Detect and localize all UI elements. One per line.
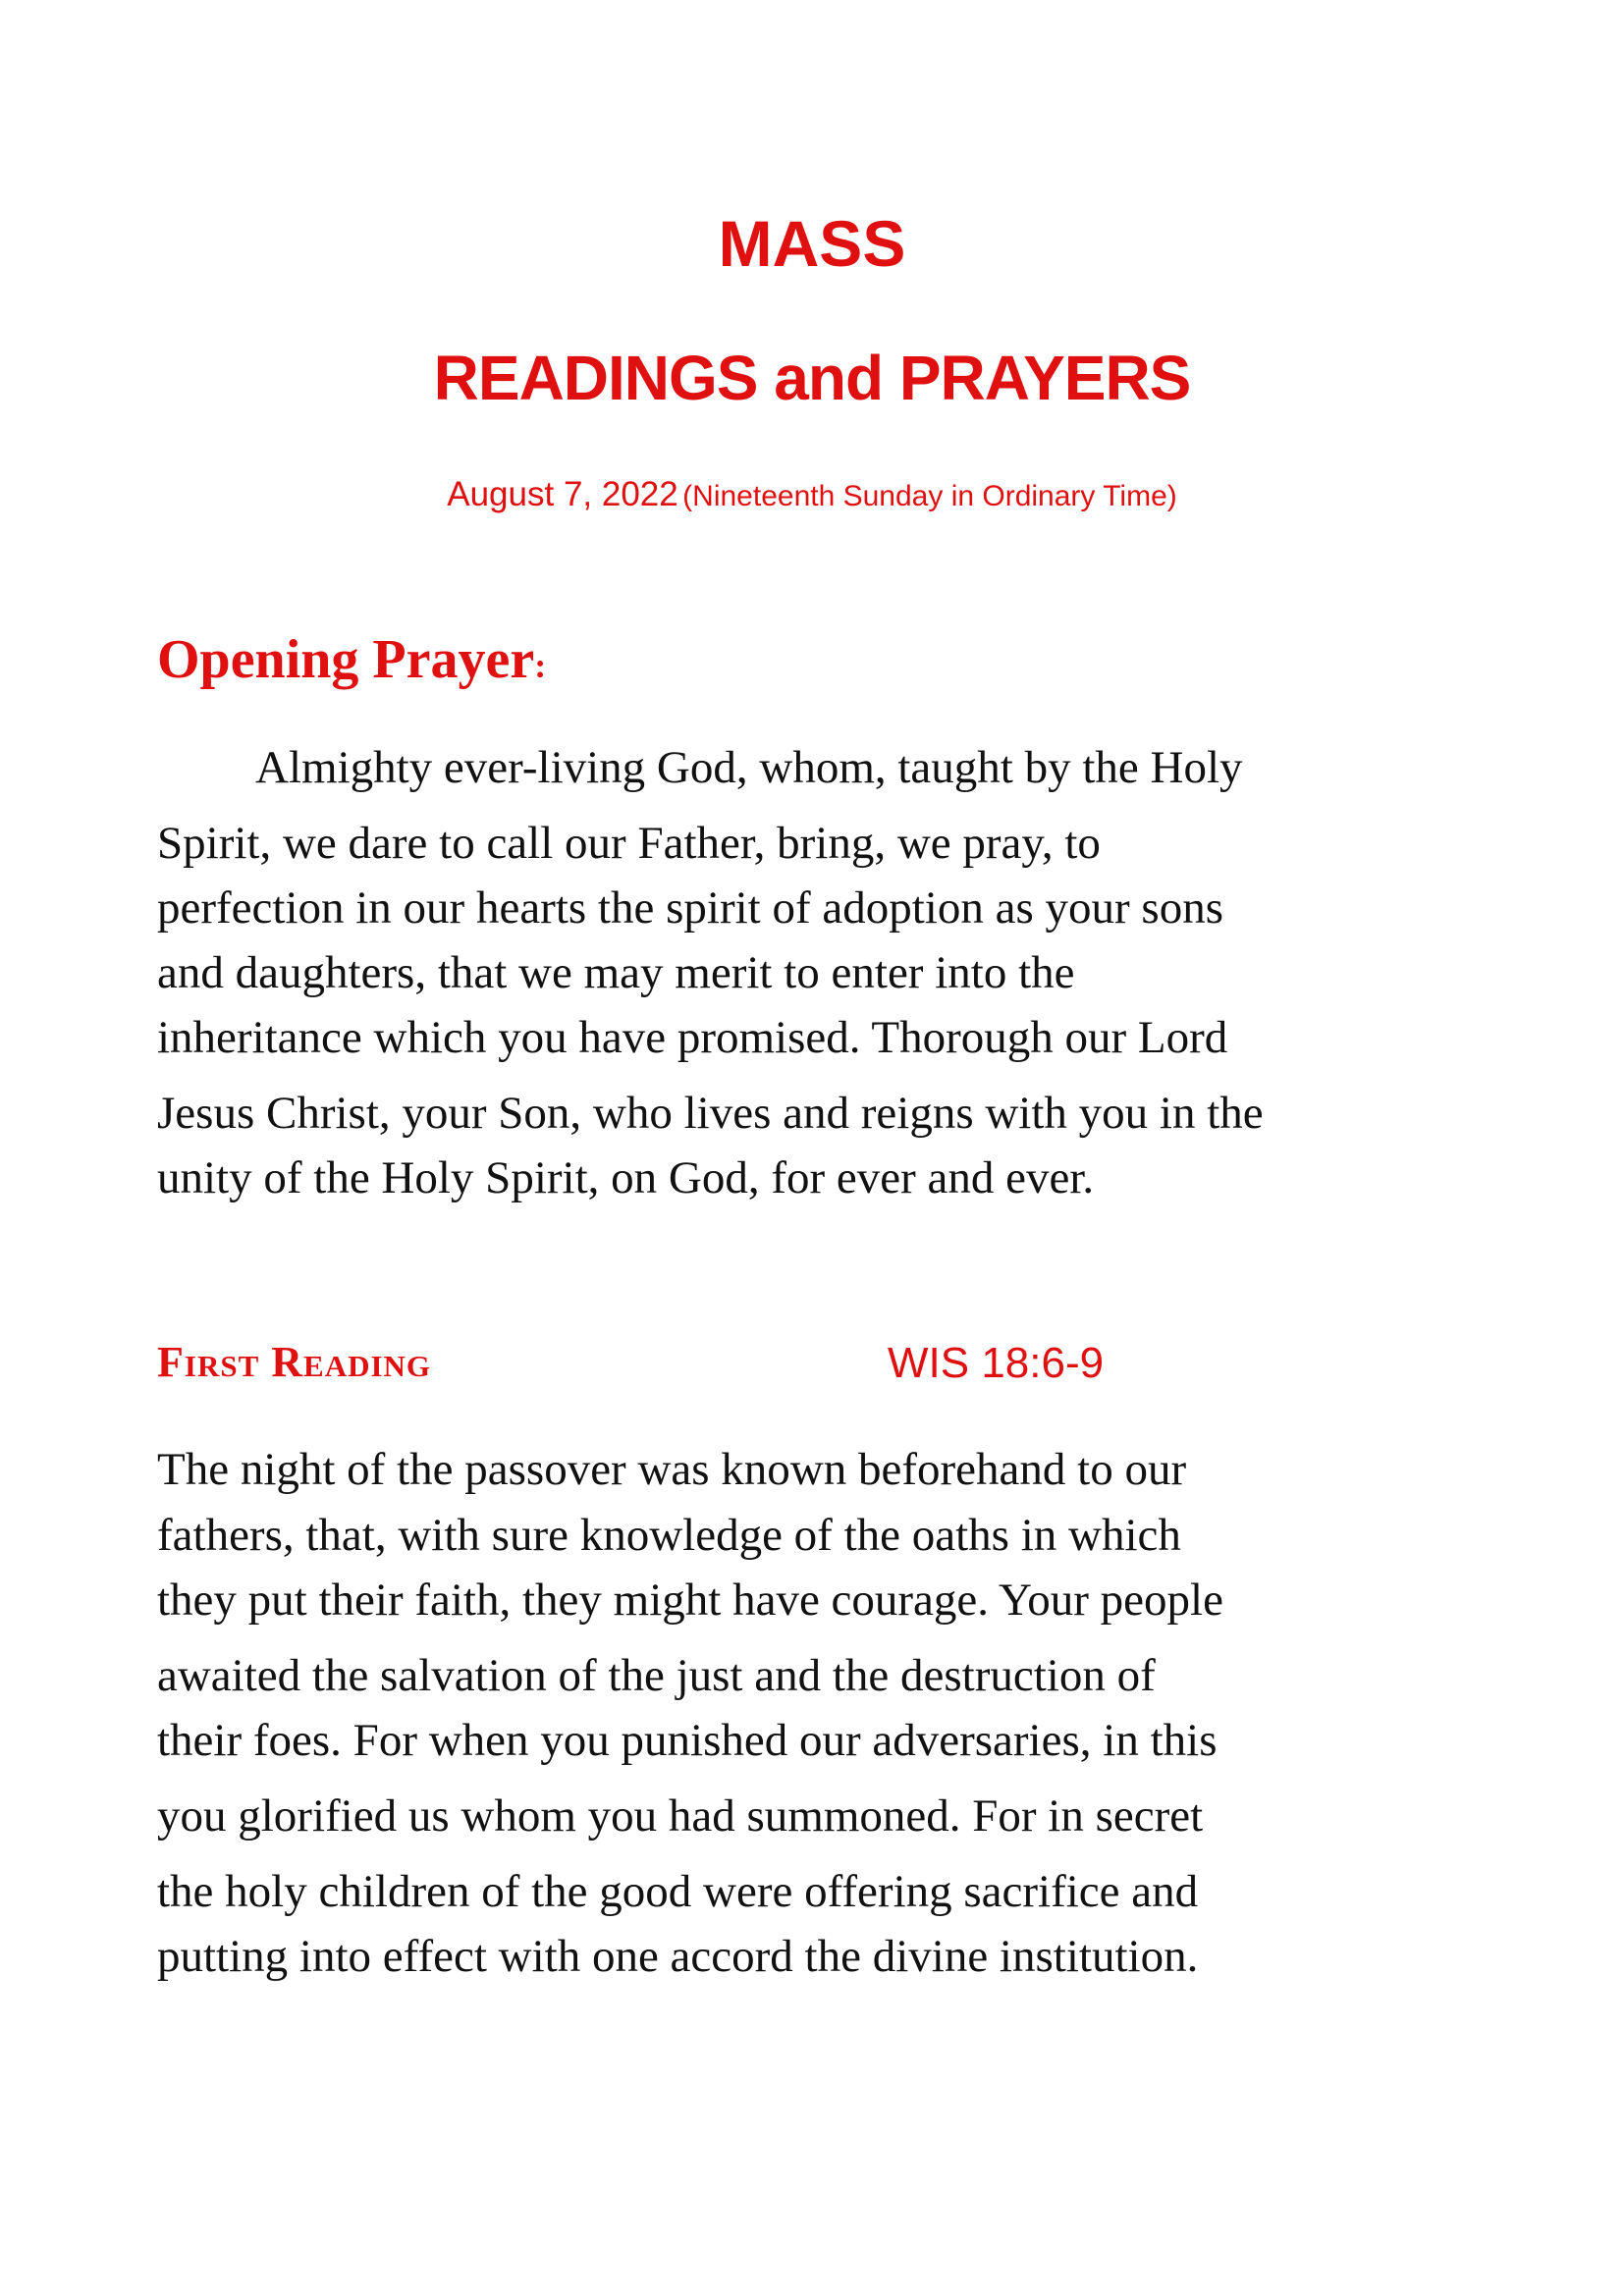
opening-prayer-title: Opening Prayer (157, 629, 535, 690)
document-subtitle: READINGS and PRAYERS (433, 343, 1191, 413)
date-line (0, 475, 1624, 514)
prayer-line: Spirit, we dare to call our Father, bring, we pray, to (157, 818, 1101, 869)
prayer-line: and daughters, that we may merit to enter into the (157, 947, 1075, 998)
reading-line: they put their faith, they might have courage. Your people (157, 1575, 1223, 1626)
document-title: MASS (718, 207, 906, 280)
reading-line: you glorified us whom you had summoned. For in secret (157, 1790, 1204, 1842)
first-reading-reference: WIS 18:6-9 (888, 1339, 1105, 1387)
prayer-line: Almighty ever-living God, whom, taught by the Holy (255, 742, 1243, 793)
prayer-line: Jesus Christ, your Son, who lives and reigns with you in the (157, 1088, 1264, 1139)
reading-line: their foes. For when you punished our adversaries, in this (157, 1715, 1218, 1766)
liturgical-occasion: (Nineteenth Sunday in Ordinary Time) (682, 480, 1177, 512)
reading-line: The night of the passover was known beforehand to our (157, 1444, 1187, 1495)
opening-prayer-colon: : (534, 646, 547, 685)
reading-line: putting into effect with one accord the divine institution. (157, 1931, 1199, 1982)
prayer-line: inheritance which you have promised. Thorough our Lord (157, 1012, 1228, 1063)
first-reading-heading: First Reading (157, 1338, 432, 1386)
opening-prayer-heading (157, 628, 546, 691)
prayer-line: perfection in our hearts the spirit of adoption as your sons (157, 882, 1223, 934)
reading-line: fathers, that, with sure knowledge of the oaths in which (157, 1510, 1181, 1561)
reading-line: awaited the salvation of the just and the destruction of (157, 1650, 1156, 1701)
reading-line: the holy children of the good were offering sacrifice and (157, 1866, 1199, 1917)
mass-date: August 7, 2022 (447, 475, 678, 513)
prayer-line: unity of the Holy Spirit, on God, for ever and ever. (157, 1152, 1095, 1203)
